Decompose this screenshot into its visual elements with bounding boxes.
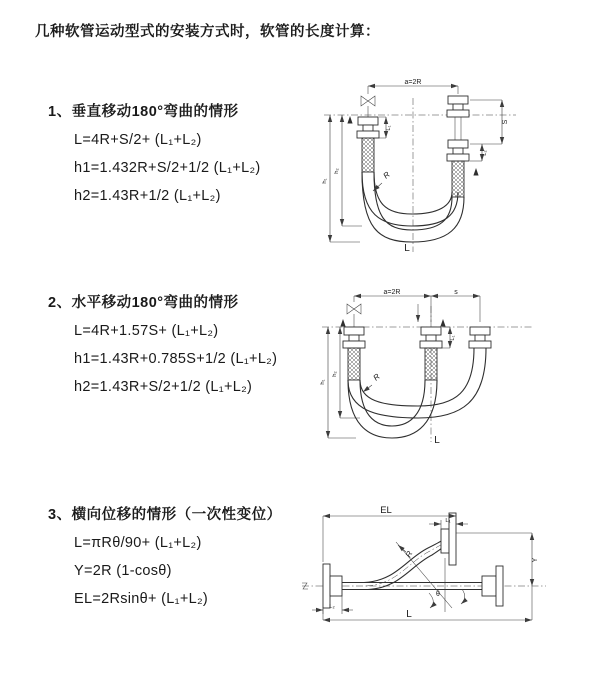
formula-h2: h2=1.43R+S/2+1/2 (L₁+L₂)	[74, 379, 253, 395]
dim-label-l1: L₁	[445, 518, 451, 524]
up-arrow-icon	[340, 319, 345, 327]
dim-label-a2r: a=2R	[383, 289, 401, 296]
dim-label-s: S	[502, 119, 509, 125]
dim-label-h1: h₁	[322, 178, 328, 184]
dim-label-l2: L₂	[329, 604, 335, 610]
moved-pipe-fitting	[469, 327, 491, 348]
diagram-horizontal-movement	[316, 282, 542, 448]
dim-label-el: EL	[380, 505, 392, 516]
dim-label-l1: L₁	[386, 125, 392, 131]
section-1-heading: 1、垂直移动180°弯曲的情形	[48, 104, 239, 120]
section-lateral-displacement	[48, 506, 282, 609]
up-arrow-icon	[347, 116, 352, 124]
dimension-a-2r	[368, 79, 458, 94]
dim-label-h1: h₁	[320, 379, 326, 385]
left-pipe-fitting	[357, 117, 379, 172]
left-pipe-fitting	[343, 327, 365, 380]
dim-label-l2: L₂	[482, 150, 488, 156]
formula-el: EL=2Rsinθ+ (L₁+L₂)	[74, 591, 209, 607]
dim-label-a2r: a=2R	[404, 79, 422, 86]
dim-label-l: L	[406, 609, 412, 620]
formula-h1: h1=1.432R+S/2+1/2 (L₁+L₂)	[74, 160, 261, 176]
right-flange-original	[482, 566, 503, 606]
dimension-l1	[429, 513, 468, 529]
valve-icon	[347, 304, 361, 327]
page-title: 几种软管运动型式的安装方式时，软管的长度计算：	[35, 24, 380, 40]
radius-callout	[363, 372, 382, 392]
radius-label: R	[371, 371, 382, 383]
length-label: L	[404, 243, 410, 254]
dimension-a-2r	[354, 289, 480, 322]
radius-callout	[398, 545, 415, 559]
dimension-s	[470, 100, 509, 144]
diagram-lateral-displacement	[294, 496, 554, 640]
dimension-h1	[322, 115, 360, 242]
left-flange	[323, 564, 342, 608]
dim-label-y: Y	[532, 557, 539, 563]
section-vertical-movement	[48, 103, 261, 206]
valve-icon	[361, 96, 375, 117]
section-2-heading: 2、水平移动180°弯曲的情形	[48, 295, 239, 311]
radius-label: R	[381, 169, 392, 181]
dimension-l2	[470, 144, 488, 161]
radius-label: R	[403, 549, 415, 559]
dim-label-l1: L₁	[450, 335, 456, 341]
up-arrow-icon	[473, 168, 478, 176]
formula-l: L=πRθ/90+ (L₁+L₂)	[74, 535, 202, 551]
formula-h2: h2=1.43R+1/2 (L₁+L₂)	[74, 188, 221, 204]
up-arrow-icon	[440, 319, 445, 327]
dimension-l	[323, 608, 532, 620]
formula-h1: h1=1.43R+0.785S+1/2 (L₁+L₂)	[74, 351, 278, 367]
dimension-l1	[379, 117, 392, 138]
formula-l: L=4R+1.57S+ (L₁+L₂)	[74, 323, 219, 339]
hose-curves	[348, 348, 486, 438]
formula-l: L=4R+S/2+ (L₁+L₂)	[74, 132, 202, 148]
dim-label-h2: h₂	[332, 371, 338, 377]
section-3-heading: 3、横向位移的情形（一次性变位）	[48, 507, 282, 523]
dimension-l2	[312, 596, 353, 614]
dim-label-h2: h₂	[334, 168, 340, 174]
diagram-vertical-movement	[316, 76, 528, 256]
section-horizontal-movement	[48, 294, 277, 397]
formula-y: Y=2R (1-cosθ)	[74, 563, 172, 579]
middle-pipe-fitting	[420, 327, 442, 380]
length-label: L	[434, 435, 440, 446]
dim-label-s: s	[454, 289, 458, 296]
dimension-l1	[442, 327, 456, 348]
right-pipe-fitting	[447, 96, 469, 197]
dimension-el	[323, 505, 456, 562]
angle-label: θ	[436, 591, 440, 598]
